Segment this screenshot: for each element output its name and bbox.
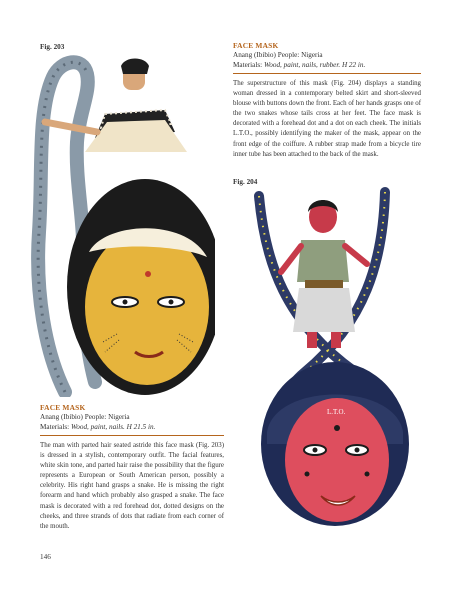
left-entry-title: FACE MASK (40, 403, 86, 412)
right-caption-block (233, 41, 421, 160)
left-entry-materials: Materials: Wood, paint, nails. H 21.5 in. (40, 423, 156, 431)
left-entry-rule (40, 435, 224, 436)
mask-fig-203-image (25, 52, 215, 397)
mask-fig-204-image (245, 182, 425, 527)
right-entry-title: FACE MASK (233, 41, 279, 50)
fig-203-label: Fig. 203 (40, 43, 65, 51)
right-entry-rule (233, 73, 421, 74)
right-entry-paragraph: The superstructure of this mask (Fig. 204) displays a standing woman dressed in a contemporary belted skirt and short-sleeved blouse with buttons down the front. Each of her hands grasps one of the two snakes whose tails cross at her feet. The face mask is decorated with a forehead dot and a dot on each cheek. The initials L.T.O., possibly identifying the maker of the mask, appear on the front edge of the coiffure. A rubber strap made from a bicycle tire inner tube has been attached to the back of the mask. (233, 80, 421, 158)
left-caption-block (40, 403, 224, 532)
left-entry-people: Anang (Ibibio) People: Nigeria (40, 413, 130, 421)
fig-204-label: Fig. 204 (233, 178, 258, 186)
mask-initials: L.T.O. (327, 408, 346, 416)
left-entry-paragraph: The man with parted hair seated astride this face mask (Fig. 203) is dressed in a stylish, contemporary outfit. The facial features, white skin tone, and parted hair raise the possibility that the figure represents a European or South American person, possibly a celebrity. His right hand grasps a snake. He is missing the right forearm and hand which probably also grasped a snake. The face mask is decorated with a red forehead dot, dotted designs on the cheeks, and three strands of dots that radiate from each corner of the mouth. (40, 442, 224, 530)
page-number: 146 (40, 553, 51, 561)
right-entry-people: Anang (Ibibio) People: Nigeria (233, 51, 323, 59)
right-entry-materials: Materials: Wood, paint, nails, rubber. H 22 in. (233, 61, 366, 69)
